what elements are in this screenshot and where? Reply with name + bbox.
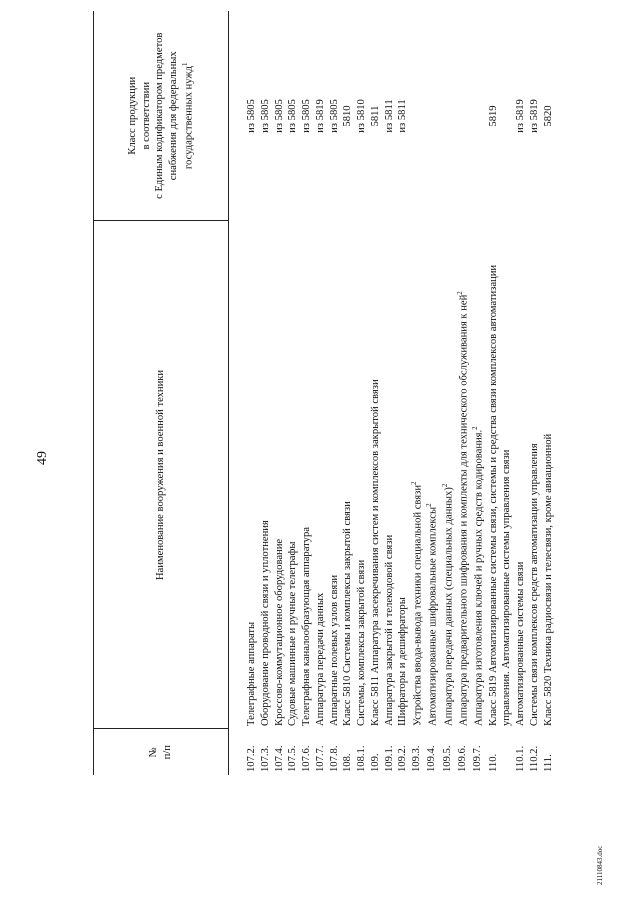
- row-class-code: из 5805: [259, 99, 271, 133]
- row-class-code: [410, 11, 425, 221]
- table-row: [487, 11, 515, 775]
- row-name-cell: [355, 221, 369, 729]
- row-class-code: 5819: [487, 105, 499, 127]
- row-name-cell: [410, 221, 425, 729]
- row-name: Устройства ввода-вывода техники специальной связи: [412, 484, 424, 726]
- row-name: Класс 5810 Системы и комплексы закрытой связи: [342, 501, 354, 726]
- table-row: [355, 11, 369, 775]
- row-number: 110.1.: [515, 745, 527, 772]
- row-number: 109.1.: [383, 745, 395, 772]
- row-number: 110.2.: [528, 745, 540, 772]
- footer-filename: 21110843.doc: [596, 845, 604, 885]
- column-header-class: [94, 11, 229, 221]
- footnote-marker: 2: [440, 483, 449, 488]
- row-name-cell: [471, 221, 486, 729]
- column-header-class-line5-text: государственных нужд: [183, 65, 195, 170]
- footnote-marker: 2: [410, 481, 419, 485]
- column-header-class-line1: Класс продукции: [126, 76, 138, 155]
- row-class-code: из 5805: [328, 99, 340, 133]
- row-class-code: из 5811: [383, 99, 395, 133]
- row-class-code: [441, 11, 456, 221]
- row-class-code: [471, 11, 486, 221]
- table-row: [369, 11, 383, 775]
- table-row: [286, 11, 300, 775]
- row-name-cell: [273, 221, 287, 729]
- column-header-class-line5: [181, 14, 196, 218]
- row-name: Класс 5820 Техника радиосвязи и телесвязи, кроме авиационной: [542, 433, 554, 726]
- row-number: 111.: [542, 754, 554, 772]
- table-row: [528, 11, 542, 775]
- row-name-cell: [456, 221, 471, 729]
- row-class-code: из 5819: [314, 99, 326, 133]
- row-name-cell: [369, 221, 383, 729]
- row-name: Аппаратные полевых узлов связи: [328, 574, 340, 726]
- column-header-class-line3: с Единым кодификатором предметов: [154, 32, 166, 199]
- row-name-cell: [441, 221, 456, 729]
- row-name: Аппаратура закрытой и телекодовой связи: [383, 534, 395, 726]
- row-name: Аппаратура передачи данных: [314, 592, 326, 726]
- row-number: 108.: [342, 753, 354, 772]
- table-row: [471, 11, 486, 775]
- row-name: Системы связи комплексов средств автоматизации управления: [528, 443, 540, 726]
- row-class-code: [425, 11, 440, 221]
- table-header: [94, 11, 229, 775]
- table-row: [273, 11, 287, 775]
- page-number: 49: [35, 451, 50, 465]
- row-number: 107.8.: [328, 745, 340, 772]
- row-name-cell: [286, 221, 300, 729]
- table-row: [425, 11, 440, 775]
- table-row: [341, 11, 355, 775]
- row-number: 107.3.: [259, 745, 271, 772]
- column-header-number-line1: №: [148, 747, 160, 758]
- row-number: 109.2.: [397, 745, 409, 772]
- row-number: 109.3.: [411, 745, 423, 772]
- table-row: [259, 11, 273, 775]
- row-name-cell: [314, 221, 328, 729]
- footnote-marker: 2: [456, 291, 465, 295]
- footnote-marker: 1: [180, 62, 189, 66]
- row-name-cell: [229, 221, 259, 729]
- row-name-cell: [487, 221, 515, 729]
- row-name: Аппаратура предварительного шифрования и комплекты для технического обслуживания к ней: [458, 294, 470, 726]
- row-number: 107.7.: [314, 745, 326, 772]
- row-class-code: из 5819: [528, 99, 540, 133]
- row-name-cell: [341, 221, 355, 729]
- row-number: 107.6.: [301, 745, 313, 772]
- row-name-cell: [328, 221, 342, 729]
- table-row: [328, 11, 342, 775]
- table-row: [410, 11, 425, 775]
- column-header-class-line4: снабжения для федеральных: [168, 51, 180, 181]
- row-name-cell: [300, 221, 314, 729]
- row-name: Судовые машинные и ручные телеграфы: [287, 541, 299, 726]
- row-class-code: из 5819: [515, 99, 527, 133]
- row-name: Телеграфные аппараты: [246, 621, 257, 726]
- row-name: Класс 5819 Автоматизированные системы связи, системы и средства связи комплексов автоматизации управления. Автоматизированные системы управления связи: [487, 264, 513, 726]
- table-row: [383, 11, 397, 775]
- row-number: 110.: [487, 753, 499, 772]
- row-number: 107.5.: [287, 745, 299, 772]
- row-name-cell: [528, 221, 542, 729]
- row-class-code: из 5805: [287, 99, 299, 133]
- row-name: Кроссово-коммутационное оборудование: [273, 538, 285, 726]
- row-name-cell: [542, 221, 556, 729]
- row-class-code: 5810: [342, 105, 354, 127]
- column-header-name: Наименование вооружения и военной техники: [94, 221, 229, 729]
- row-name: Телеграфная каналообразующая аппаратура: [301, 527, 313, 726]
- row-number: 109.4.: [426, 745, 438, 772]
- row-class-code: из 5805: [246, 99, 257, 133]
- row-number: 109.6.: [457, 745, 469, 772]
- row-number: 109.7.: [472, 745, 484, 772]
- row-number: 109.: [369, 753, 381, 772]
- table-body: [229, 11, 556, 775]
- row-name: Оборудование проводной связи и уплотнения: [259, 520, 271, 726]
- table-row: [542, 11, 556, 775]
- table-row: [396, 11, 410, 775]
- row-name-cell: [425, 221, 440, 729]
- row-number: 109.5.: [441, 745, 453, 772]
- row-name: Автоматизированные шифровальные комплексы: [428, 506, 440, 726]
- row-number: 107.2.: [246, 745, 257, 772]
- row-name: Шифраторы и дешифраторы: [397, 597, 409, 726]
- column-header-number-line2: п/п: [162, 745, 173, 760]
- row-name-cell: [259, 221, 273, 729]
- column-header-class-line2: в соответствии: [140, 82, 152, 150]
- row-number: 107.4.: [273, 745, 285, 772]
- table-row: [229, 11, 259, 775]
- footnote-marker: 2: [425, 503, 434, 507]
- row-number: 108.1.: [356, 745, 368, 772]
- row-name-cell: [396, 221, 410, 729]
- weapons-classification-table: [93, 11, 556, 775]
- row-name: Аппаратура изготовления ключей и ручных средств кодирования.: [473, 429, 485, 726]
- table-row: [456, 11, 471, 775]
- table-row: [514, 11, 528, 775]
- table-row: [441, 11, 456, 775]
- row-name: Аппаратура передачи данных (специальных данных): [443, 487, 455, 726]
- footnote-marker: 2: [471, 426, 480, 430]
- row-name: Системы, комплексы закрытой связи: [356, 559, 368, 726]
- row-class-code: из 5810: [356, 99, 368, 133]
- row-name: Автоматизированные системы связи: [515, 561, 527, 726]
- row-class-code: 5811: [369, 105, 381, 127]
- row-name: Класс 5811 Аппаратура засекречивания систем и комплексов закрытой связи: [369, 379, 381, 726]
- row-class-code: из 5805: [273, 99, 285, 133]
- table-row: [300, 11, 314, 775]
- table-row: [314, 11, 328, 775]
- row-name-cell: [383, 221, 397, 729]
- row-name-cell: [514, 221, 528, 729]
- row-class-code: из 5811: [397, 99, 409, 133]
- column-header-number: [94, 729, 229, 775]
- row-class-code: [456, 11, 471, 221]
- row-class-code: 5820: [542, 105, 554, 127]
- row-class-code: из 5805: [301, 99, 313, 133]
